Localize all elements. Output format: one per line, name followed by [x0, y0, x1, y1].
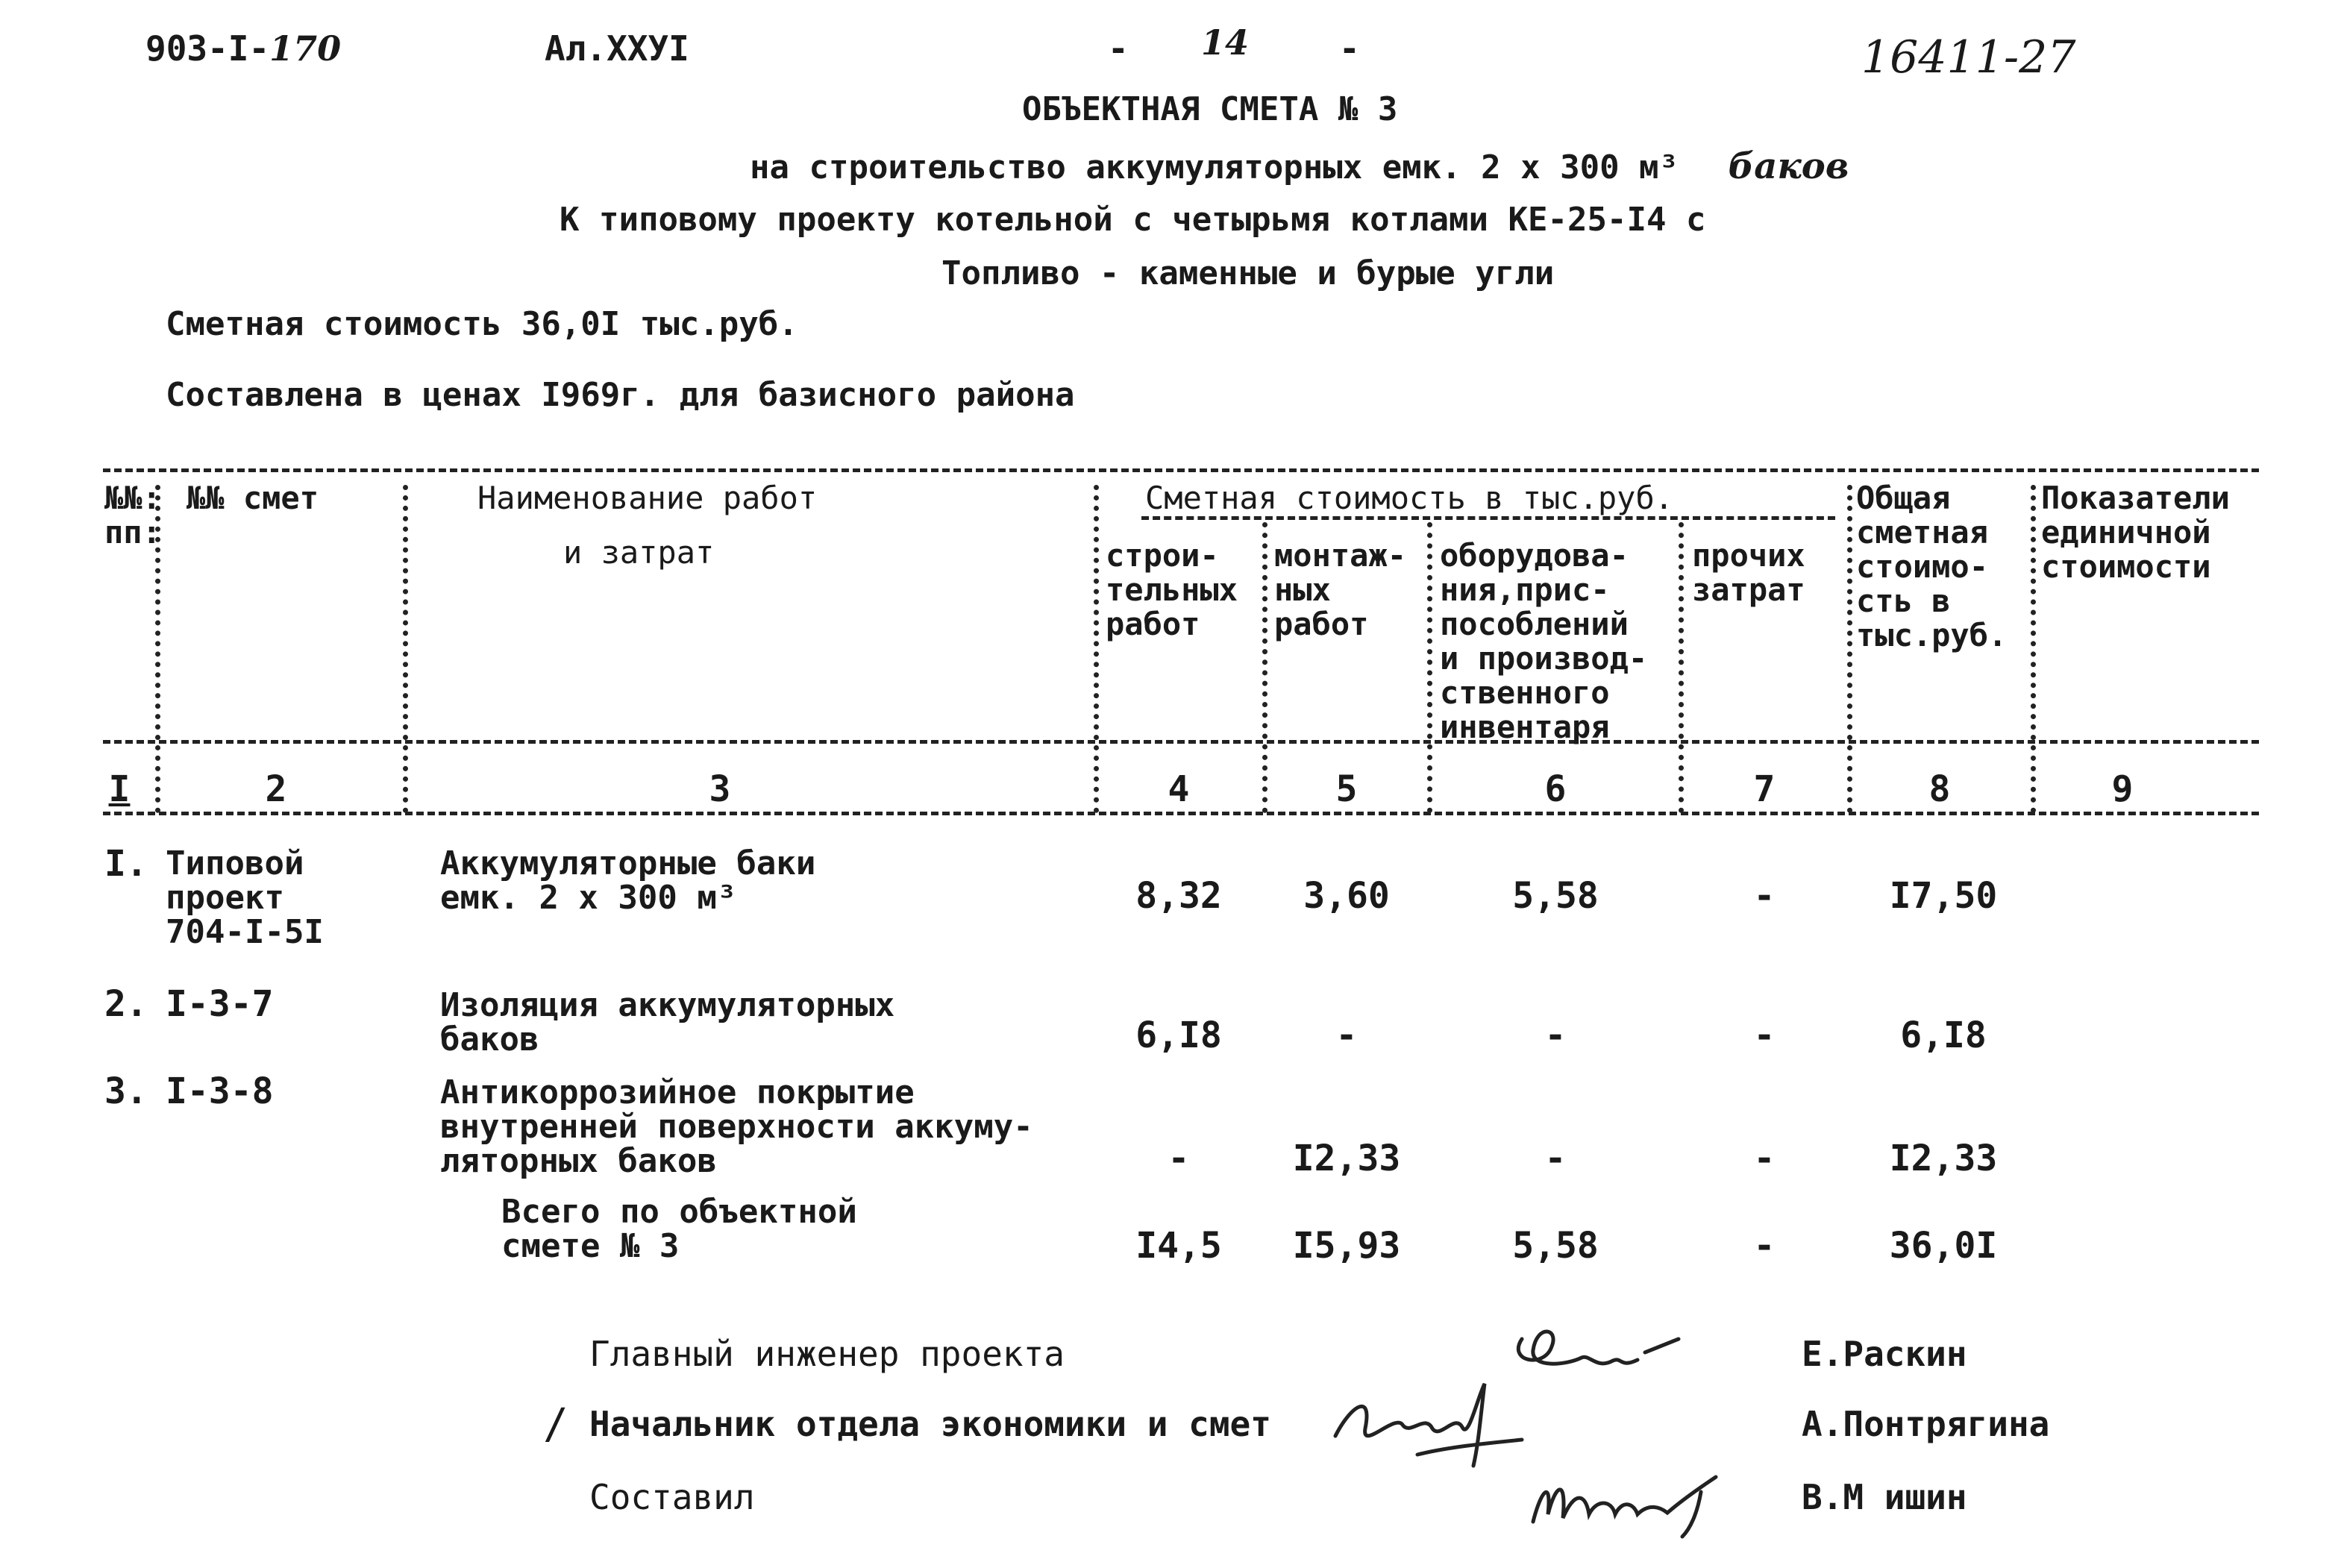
row-estimate: I-3-8	[166, 1070, 274, 1112]
row-construction: 6,I8	[1135, 1015, 1222, 1056]
col-divider-6	[1679, 522, 1684, 813]
column-numbers-rule	[103, 812, 2259, 815]
col-divider-3	[1094, 485, 1099, 813]
total-construction: I4,5	[1135, 1225, 1222, 1267]
row-other: -	[1753, 875, 1776, 917]
total-equipment: 5,58	[1512, 1225, 1599, 1267]
col-divider-8	[2031, 485, 2036, 813]
row-installation: -	[1335, 1015, 1358, 1056]
estimate-title: ОБЪЕКТНАЯ СМЕТА № 3	[1022, 90, 1398, 128]
title-line-2	[750, 145, 1849, 187]
row-estimate: I-3-7	[166, 983, 274, 1025]
total-installation: I5,93	[1292, 1225, 1401, 1267]
header-row-number: №№: пп:	[104, 480, 161, 551]
group-underline	[1141, 516, 1835, 520]
col-divider-2	[403, 485, 408, 813]
title-line-2-handwritten: баков	[1728, 145, 1849, 187]
row-number: 2.	[104, 983, 148, 1025]
row-work-name: Аккумуляторные баки емк. 2 х 300 м³	[440, 844, 816, 917]
signature-role-compiler: Составил	[589, 1477, 755, 1517]
column-number-6: 6	[1544, 768, 1567, 810]
row-other: -	[1753, 1138, 1776, 1179]
column-number-3: 3	[709, 768, 731, 810]
title-line-3: К типовому проекту котельной с четырьмя котлами КЕ-25-I4 с	[560, 201, 1706, 239]
row-total: 6,I8	[1900, 1015, 1987, 1056]
header-installation: монтаж- ных работ	[1274, 537, 1407, 642]
column-number-5: 5	[1335, 768, 1358, 810]
project-code-prefix: 903-I-	[145, 28, 270, 69]
row-number: 3.	[104, 1070, 148, 1112]
table-top-rule	[103, 468, 2259, 472]
project-code	[145, 28, 341, 69]
column-number-2: 2	[265, 768, 287, 810]
header-work-name-2: и затрат	[563, 534, 715, 571]
signature-name-chief-engineer: Е.Раскин	[1802, 1334, 1967, 1374]
price-basis: Составлена в ценах I969г. для базисного района	[166, 376, 1075, 414]
title-line-4: Топливо - каменные и бурые угли	[941, 254, 1555, 292]
page-dash-left: -	[1108, 28, 1129, 69]
header-estimate-number: №№ смет	[187, 480, 319, 516]
row-number: I.	[104, 843, 148, 885]
col-divider-7	[1847, 485, 1852, 813]
sheet-label: Ал.XXУI	[545, 28, 689, 69]
row-work-name: Антикоррозийное покрытие внутренней поверхности аккуму- ляторных баков	[440, 1073, 1033, 1180]
row-installation: I2,33	[1292, 1138, 1401, 1179]
total-sum: 36,0I	[1889, 1225, 1998, 1267]
column-number-8: 8	[1928, 768, 1951, 810]
row-total: I7,50	[1889, 875, 1998, 917]
signature-role-chief-engineer: Главный инженер проекта	[589, 1334, 1065, 1374]
slash-mark: /	[543, 1400, 568, 1449]
signature-role-economics-head: Начальник отдела экономики и смет	[589, 1404, 1271, 1444]
row-work-name: Изоляция аккумуляторных баков	[440, 986, 895, 1059]
header-work-name: Наименование работ	[477, 480, 818, 516]
header-equipment: оборудова- ния,прис- пособлений и производ- ственного инвентаря	[1440, 537, 1648, 745]
project-code-handwritten: 170	[269, 28, 342, 69]
row-equipment: -	[1544, 1138, 1567, 1179]
total-other: -	[1753, 1225, 1776, 1267]
header-unit-indicators: Показатели единичной стоимости	[2041, 480, 2230, 585]
handwritten-signature-compiler	[1522, 1462, 1731, 1544]
total-label: Всего по объектной смете № 3	[501, 1193, 857, 1265]
handwritten-signature-economics-head	[1320, 1369, 1544, 1473]
title-line-2-text: на строительство аккумуляторных емк. 2 х 300 м³	[750, 148, 1679, 186]
signature-name-compiler: В.М ишин	[1802, 1477, 1967, 1517]
row-estimate: Типовой проект 704-I-5I	[166, 844, 324, 951]
signature-name-economics-head: А.Понтрягина	[1802, 1404, 2050, 1444]
col-divider-4	[1262, 522, 1267, 813]
header-total-cost: Общая сметная стоимо- сть в тыс.руб.	[1856, 480, 2008, 653]
column-number-4: 4	[1168, 768, 1190, 810]
row-equipment: -	[1544, 1015, 1567, 1056]
header-other: прочих затрат	[1692, 537, 1805, 608]
row-total: I2,33	[1889, 1138, 1998, 1179]
row-other: -	[1753, 1015, 1776, 1056]
page-dash-right: -	[1339, 28, 1360, 69]
row-installation: 3,60	[1303, 875, 1390, 917]
column-number-1: I	[108, 768, 131, 810]
page-number: 14	[1201, 22, 1250, 63]
col-divider-5	[1427, 522, 1432, 813]
column-number-7: 7	[1753, 768, 1776, 810]
row-equipment: 5,58	[1512, 875, 1599, 917]
header-bottom-rule	[103, 740, 2259, 744]
row-construction: -	[1168, 1138, 1190, 1179]
estimated-cost: Сметная стоимость 36,0I тыс.руб.	[166, 305, 798, 343]
column-number-9: 9	[2111, 768, 2134, 810]
header-construction: строи- тельных работ	[1106, 537, 1238, 642]
header-estimated-cost-group: Сметная стоимость в тыс.руб.	[1145, 480, 1674, 516]
row-construction: 8,32	[1135, 875, 1222, 917]
archive-number: 16411-27	[1861, 31, 2076, 84]
